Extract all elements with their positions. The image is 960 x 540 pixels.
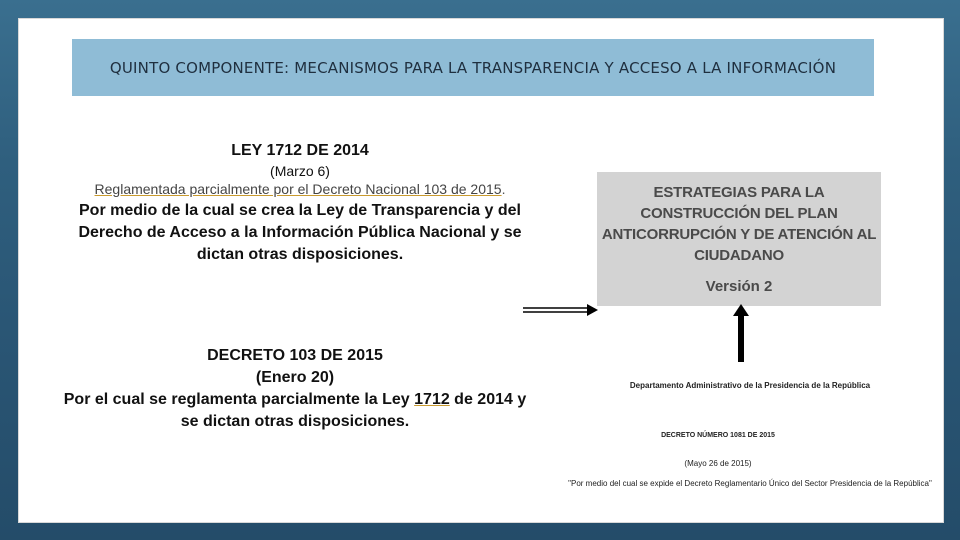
law-title: LEY 1712 DE 2014: [231, 142, 369, 159]
law-link[interactable]: 1712: [414, 391, 450, 408]
law-regulation-suffix: .: [501, 181, 506, 197]
decree-block: [55, 345, 535, 433]
strategy-version: Versión 2: [705, 278, 773, 295]
slide-title: QUINTO COMPONENTE: MECANISMOS PARA LA TRANSPARENCIA Y ACCESO A LA INFORMACIÓN: [109, 58, 837, 77]
decree-number: DECRETO NÚMERO 1081 DE 2015: [661, 432, 775, 439]
arrow-up-icon: [733, 304, 749, 362]
strategy-title: ESTRATEGIAS PARA LA CONSTRUCCIÓN DEL PLAN ANTICORRUPCIÓN Y DE ATENCIÓN AL CIUDADANO: [601, 184, 877, 264]
decree-desc-after: de 2014 y se dictan otras disposiciones.: [180, 391, 527, 430]
decree-department: Departamento Administrativo de la Presidencia de la República: [629, 381, 871, 390]
decree-description: [55, 389, 535, 433]
decree-date: (Enero 20): [255, 369, 335, 386]
decree-image-description: "Por medio del cual se expide el Decreto Reglamentario Único del Sector Presidencia de la República": [568, 479, 932, 488]
decree-title: DECRETO 103 DE 2015: [207, 347, 383, 364]
law-block: [60, 140, 540, 266]
strategy-cover-image: [597, 172, 881, 306]
decree-desc-before: Por el cual se reglamenta parcialmente la Ley: [63, 391, 415, 408]
law-date: (Marzo 6): [270, 163, 330, 179]
decree-link[interactable]: Reglamentada parcialmente por el Decreto Nacional 103 de 2015: [94, 181, 502, 197]
law-description: Por medio de la cual se crea la Ley de Transparencia y del Derecho de Acceso a la Información Pública Nacional y se dictan otras disposiciones.: [78, 202, 522, 263]
decree-image-date: (Mayo 26 de 2015): [684, 459, 752, 468]
arrow-right-icon: [523, 303, 598, 317]
title-bar: [72, 39, 874, 96]
law-regulation-note: [60, 180, 540, 198]
decree-document-image: [558, 363, 942, 501]
